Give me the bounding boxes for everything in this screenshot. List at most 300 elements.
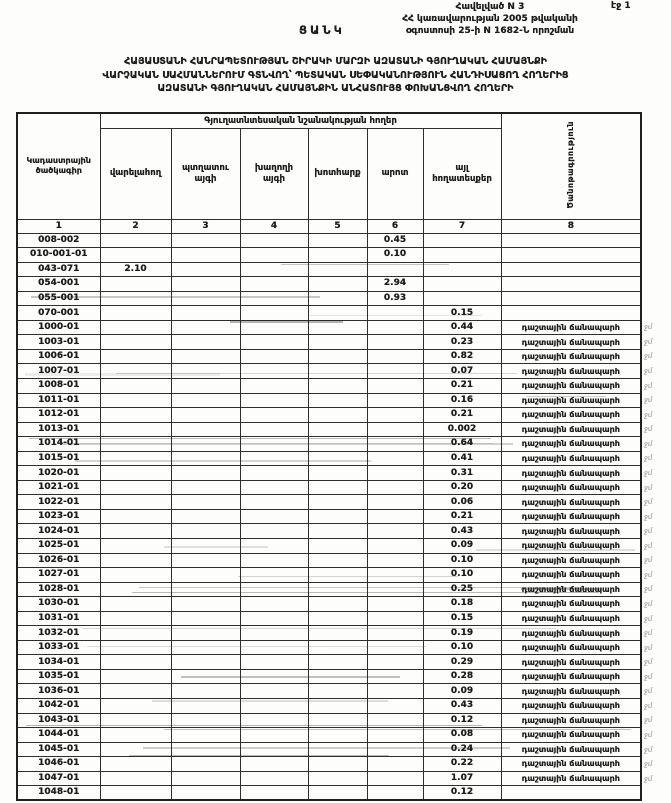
cadastral-code-cell: 1015-01 [17,451,100,466]
cadastral-code-cell: 1035-01 [17,669,100,684]
value-cell: 0.19 [423,626,501,641]
value-cell: 0.10 [423,640,501,655]
table-row [17,349,641,364]
value-cell [367,509,423,524]
table-row [17,466,641,481]
value-cell [171,757,240,772]
appendix-block [345,1,635,37]
value-cell [171,291,240,306]
value-cell [100,349,171,364]
table-row [17,728,641,743]
note-cell: դաշտային ճանապարհ [501,582,641,597]
note-cell: դաշտային ճանապարհ [501,466,641,481]
value-cell [240,568,308,583]
value-cell [100,480,171,495]
value-cell: 0.16 [423,393,501,408]
value-cell [240,742,308,757]
margin-mark: ջմ [643,730,653,740]
column-number: 1 [17,219,100,233]
value-cell [171,495,240,510]
value-cell [367,451,423,466]
value-cell [100,713,171,728]
table-row [17,422,641,437]
value-cell [171,408,240,423]
value-cell [423,277,501,292]
cadastral-code-cell: 1045-01 [17,742,100,757]
value-cell [100,742,171,757]
value-cell [367,364,423,379]
cadastral-code-cell: 1007-01 [17,364,100,379]
cadastral-code-cell: 1030-01 [17,597,100,612]
value-cell [423,248,501,263]
value-cell [240,786,308,801]
value-cell [240,626,308,641]
value-cell [171,771,240,786]
note-cell: դաշտային ճանապարհ [501,538,641,553]
value-cell [100,466,171,481]
value-cell [100,611,171,626]
value-cell [240,771,308,786]
note-cell [501,291,641,306]
column-number: 8 [501,219,641,233]
value-cell [367,320,423,335]
value-cell [240,466,308,481]
value-cell [171,277,240,292]
value-cell [100,509,171,524]
value-cell [308,378,367,393]
cadastral-code-cell: 1012-01 [17,408,100,423]
value-cell: 0.23 [423,335,501,350]
cadastral-code-cell: 1048-01 [17,786,100,801]
value-cell [171,422,240,437]
table-row [17,597,641,612]
value-cell [308,553,367,568]
margin-mark: ջմ [643,381,653,390]
cadastral-code-cell: 1025-01 [17,538,100,553]
value-cell [100,655,171,670]
value-cell: 0.15 [423,611,501,626]
note-cell: դաշտային ճանապարհ [501,393,641,408]
note-cell: դաշտային ճանապարհ [501,422,641,437]
margin-mark: ջմ [643,497,653,507]
value-cell: 0.10 [423,568,501,583]
cadastral-code-cell: 008-002 [17,233,100,248]
value-cell [240,451,308,466]
cadastral-code-cell: 1034-01 [17,655,100,670]
value-cell [171,335,240,350]
table-row [17,611,641,626]
value-cell [367,786,423,801]
value-cell [367,568,423,583]
value-cell [367,262,423,277]
value-cell [100,582,171,597]
value-cell [171,364,240,379]
value-cell [308,771,367,786]
header-hayfield: խոտհարք [308,128,367,219]
value-cell: 0.82 [423,349,501,364]
column-number: 7 [423,219,501,233]
note-cell: դաշտային ճանապարհ [501,713,641,728]
margin-mark: ջմ [643,687,653,696]
value-cell [308,655,367,670]
value-cell: 0.29 [423,655,501,670]
value-cell [240,524,308,539]
table-body [17,233,641,800]
value-cell: 0.21 [423,509,501,524]
value-cell [171,669,240,684]
value-cell [100,728,171,743]
value-cell [171,393,240,408]
value-cell [308,422,367,437]
value-cell: 2.10 [100,262,171,277]
margin-mark: ջմ [643,337,653,347]
value-cell [308,480,367,495]
margin-mark: ջմ [643,352,653,361]
cadastral-code-cell: 1024-01 [17,524,100,539]
value-cell [308,611,367,626]
value-cell [171,349,240,364]
table-row [17,640,641,655]
table-row [17,582,641,597]
value-cell [308,466,367,481]
cadastral-code-cell: 1032-01 [17,626,100,641]
note-cell: դաշտային ճանապարհ [501,597,641,612]
column-number: 5 [308,219,367,233]
value-cell [240,335,308,350]
value-cell [308,568,367,583]
value-cell [308,757,367,772]
appendix-line-2: ՀՀ կառավարության 2005 թվականի [402,14,578,24]
margin-mark: ջմ [643,657,653,667]
cadastral-code-cell: 1026-01 [17,553,100,568]
table-row [17,742,641,757]
value-cell [308,364,367,379]
margin-mark: ջմ [643,701,653,711]
value-cell [171,728,240,743]
value-cell [171,451,240,466]
value-cell [100,248,171,263]
value-cell [100,757,171,772]
value-cell [367,611,423,626]
margin-mark: ջմ [643,468,653,478]
column-number: 4 [240,219,308,233]
doc-type-title: ՑԱՆԿ [299,23,345,37]
cadastral-code-cell: 1031-01 [17,611,100,626]
margin-mark: ջմ [643,410,653,420]
table-row [17,669,641,684]
value-cell [240,233,308,248]
value-cell [171,480,240,495]
value-cell [367,349,423,364]
value-cell [171,742,240,757]
value-cell [308,277,367,292]
value-cell [100,306,171,321]
margin-mark: ջմ [643,323,653,332]
margin-mark: ջմ [643,585,653,594]
note-cell: դաշտային ճանապարհ [501,699,641,714]
margin-mark: ջմ [643,570,653,580]
value-cell: 0.06 [423,495,501,510]
value-cell: 0.43 [423,524,501,539]
appendix-line-3: օգոստոսի 25-ի N 1682-Ն որոշման [405,26,575,36]
value-cell [171,248,240,263]
value-cell [240,306,308,321]
value-cell [367,728,423,743]
note-cell: դաշտային ճանապարհ [501,553,641,568]
value-cell [367,713,423,728]
value-cell [367,466,423,481]
value-cell [367,335,423,350]
value-cell [240,262,308,277]
table-row [17,699,641,714]
value-cell [240,364,308,379]
cadastral-code-cell: 1042-01 [17,699,100,714]
value-cell [240,277,308,292]
cadastral-code-cell: 043-071 [17,262,100,277]
table-row [17,626,641,641]
value-cell [423,262,501,277]
column-number: 3 [171,219,240,233]
value-cell [240,422,308,437]
value-cell [240,538,308,553]
value-cell [240,713,308,728]
value-cell [171,262,240,277]
table-row [17,495,641,510]
header-pasture: արոտ [367,128,423,219]
column-number: 2 [100,219,171,233]
value-cell [100,422,171,437]
value-cell [367,655,423,670]
value-cell: 0.25 [423,582,501,597]
value-cell [100,233,171,248]
value-cell [423,233,501,248]
margin-mark: ջմ [643,774,653,784]
value-cell [100,408,171,423]
value-cell: 0.07 [423,364,501,379]
table-row [17,233,641,248]
note-cell [501,277,641,292]
value-cell: 0.18 [423,597,501,612]
value-cell [423,291,501,306]
value-cell: 0.45 [367,233,423,248]
margin-mark: ջմ [643,628,653,638]
value-cell [171,306,240,321]
value-cell [100,699,171,714]
value-cell [240,495,308,510]
value-cell [308,437,367,452]
value-cell [171,378,240,393]
page-number: էջ 1 [611,1,631,11]
cadastral-code-cell: 055-001 [17,291,100,306]
value-cell: 0.12 [423,786,501,801]
value-cell [308,262,367,277]
value-cell [367,640,423,655]
table-row [17,757,641,772]
cadastral-code-cell: 1036-01 [17,684,100,699]
margin-mark: ջմ [643,454,653,463]
note-cell: դաշտային ճանապարհ [501,320,641,335]
value-cell [308,728,367,743]
value-cell [240,509,308,524]
value-cell [367,538,423,553]
value-cell [308,320,367,335]
margin-mark: ջմ [643,643,653,652]
value-cell [171,524,240,539]
value-cell [308,684,367,699]
value-cell [100,626,171,641]
value-cell [308,786,367,801]
value-cell [100,291,171,306]
header-vineyard: խաղողի այգի [240,128,308,219]
value-cell: 0.09 [423,684,501,699]
value-cell: 0.22 [423,757,501,772]
table-row [17,306,641,321]
value-cell [308,742,367,757]
margin-mark: ջմ [643,526,653,536]
value-cell [367,597,423,612]
value-cell [171,437,240,452]
table-row [17,320,641,335]
value-cell [100,393,171,408]
value-cell [308,597,367,612]
table-row [17,408,641,423]
note-cell: դաշտային ճանապարհ [501,684,641,699]
column-numbers-row [17,219,641,233]
value-cell [308,306,367,321]
note-cell: դաշտային ճանապարհ [501,728,641,743]
value-cell [308,495,367,510]
value-cell [367,422,423,437]
margin-mark: ջմ [643,759,653,769]
value-cell [308,640,367,655]
cadastral-code-cell: 1033-01 [17,640,100,655]
note-cell [501,233,641,248]
value-cell: 0.21 [423,378,501,393]
note-cell: դաշտային ճանապարհ [501,611,641,626]
margin-mark: ջմ [643,439,653,449]
value-cell [100,335,171,350]
note-cell: դաշտային ճանապարհ [501,408,641,423]
cadastral-code-cell: 1011-01 [17,393,100,408]
table-row [17,655,641,670]
value-cell: 0.31 [423,466,501,481]
cadastral-code-cell: 1047-01 [17,771,100,786]
margin-mark: ջմ [643,483,653,492]
cadastral-code-cell: 1021-01 [17,480,100,495]
margin-mark: ջմ [643,556,653,565]
cadastral-code-cell: 1020-01 [17,466,100,481]
note-cell: դաշտային ճանապարհ [501,349,641,364]
value-cell [367,553,423,568]
note-cell: դաշտային ճանապարհ [501,437,641,452]
margin-mark: ջմ [643,716,653,725]
note-cell: դաշտային ճանապարհ [501,509,641,524]
value-cell [308,408,367,423]
value-cell [308,291,367,306]
value-cell [100,378,171,393]
margin-mark: ջմ [643,424,653,434]
value-cell [240,437,308,452]
value-cell [100,640,171,655]
value-cell [308,349,367,364]
value-cell [100,538,171,553]
value-cell [367,742,423,757]
table-row [17,248,641,263]
value-cell: 0.21 [423,408,501,423]
value-cell [171,568,240,583]
value-cell [100,451,171,466]
table-row [17,568,641,583]
cadastral-code-cell: 1046-01 [17,757,100,772]
header-other-land-types: այլ հողատեսքեր [423,128,501,219]
note-cell: դաշտային ճանապարհ [501,742,641,757]
value-cell [171,233,240,248]
value-cell [171,699,240,714]
value-cell [367,393,423,408]
value-cell [171,713,240,728]
value-cell [171,509,240,524]
value-cell [240,699,308,714]
value-cell [100,437,171,452]
table-row [17,393,641,408]
value-cell [367,495,423,510]
title-line-3: ԱԶԱՏԱՆԻ ԳՅՈՒՂԱԿԱՆ ՀԱՄԱՅՆՔԻՆ ԱՆՀԱՏՈՒՅՑ ՓՈԽԱՆՑՎՈՂ ՀՈՂԵՐԻ [157,83,514,94]
value-cell [240,655,308,670]
table-row [17,509,641,524]
value-cell: 1.07 [423,771,501,786]
value-cell [240,728,308,743]
table-row [17,713,641,728]
table-row [17,437,641,452]
cadastral-code-cell: 1043-01 [17,713,100,728]
note-cell: դաշտային ճանապարհ [501,364,641,379]
header-note [501,113,641,219]
value-cell [100,771,171,786]
note-cell: դաշտային ճանապարհ [501,655,641,670]
value-cell [240,669,308,684]
value-cell [171,597,240,612]
value-cell [100,277,171,292]
value-cell [308,582,367,597]
title-line-1: ՀԱՅԱՍՏԱՆԻ ՀԱՆՐԱՊԵՏՈՒԹՅԱՆ ՇԻՐԱԿԻ ՄԱՐԶԻ ԱԶԱՏԱՆԻ ԳՅՈՒՂԱԿԱՆ ՀԱՄԱՅՆՔԻ [124,56,547,67]
header-note-vertical-label: Ծանոթագրություն [566,120,576,209]
value-cell: 0.15 [423,306,501,321]
value-cell: 0.43 [423,699,501,714]
note-cell: դաշտային ճանապարհ [501,626,641,641]
value-cell: 0.09 [423,538,501,553]
value-cell [240,582,308,597]
value-cell [171,684,240,699]
value-cell [367,757,423,772]
cadastral-code-cell: 1022-01 [17,495,100,510]
value-cell [240,393,308,408]
value-cell [367,306,423,321]
margin-mark: ջմ [643,541,653,551]
value-cell [308,233,367,248]
value-cell [171,538,240,553]
margin-mark: ջմ [643,614,653,623]
table-row [17,524,641,539]
note-cell: դաշտային ճանապարհ [501,757,641,772]
value-cell [308,248,367,263]
land-parcels-table [16,112,642,801]
table-row [17,480,641,495]
value-cell [100,320,171,335]
value-cell [308,393,367,408]
value-cell [171,553,240,568]
table-row [17,378,641,393]
header-cadastral-code: Կադաստրային ծածկագիր [17,113,100,219]
